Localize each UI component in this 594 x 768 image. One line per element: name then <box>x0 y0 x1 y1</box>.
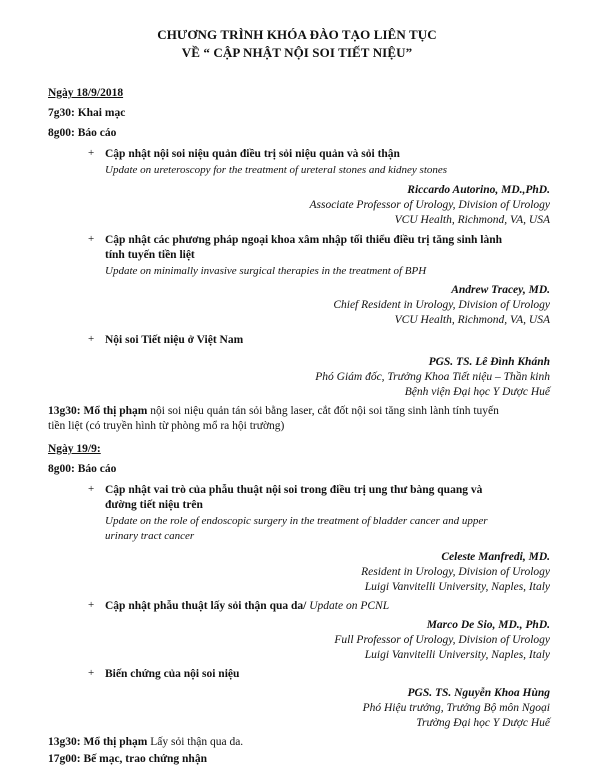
day1-report-time: 8g00: <box>48 127 75 139</box>
talk-title-vi: Cập nhật phẫu thuật lấy sỏi thận qua da/ <box>105 600 307 612</box>
bullet-marker: + <box>88 667 95 679</box>
talk-title-en: Update on PCNL <box>309 600 390 612</box>
speaker-role: Phó Giám đốc, Trưởng Khoa Tiết niệu – Thần kinh <box>315 371 550 383</box>
speaker-affiliation: Trường Đại học Y Dược Huế <box>416 717 550 729</box>
talk-title-vi-line2: tính tuyến tiền liệt <box>105 249 195 261</box>
speaker-affiliation: Luigi Vanvitelli University, Naples, Italy <box>364 581 550 593</box>
day1-demo-text-line2: tiền liệt (có truyền hình từ phòng mổ ra hội trường) <box>48 420 285 432</box>
bullet-marker: + <box>88 599 95 611</box>
speaker-affiliation: VCU Health, Richmond, VA, USA <box>394 214 550 226</box>
bullet-marker: + <box>88 333 95 345</box>
day2-report <box>48 462 116 476</box>
speaker-affiliation: Bệnh viện Đại học Y Dược Huế <box>404 386 550 398</box>
day1-report <box>48 126 116 140</box>
document-title-line2: VỀ “ CẬP NHẬT NỘI SOI TIẾT NIỆU” <box>181 45 413 60</box>
speaker-role: Chief Resident in Urology, Division of Urology <box>333 299 550 311</box>
speaker-role: Full Professor of Urology, Division of Urology <box>334 634 550 646</box>
day1-demo-text-line1: nội soi niệu quản tán sỏi bằng laser, cắt đốt nội soi tăng sinh lành tính tuyến <box>150 405 499 417</box>
bullet-marker: + <box>88 147 95 159</box>
speaker-role: Phó Hiệu trưởng, Trưởng Bộ môn Ngoại <box>362 702 550 714</box>
speaker-name: Andrew Tracey, MD. <box>451 284 550 296</box>
day1-opening-time: 7g30: <box>48 107 75 119</box>
day2-demo-text: Lấy sỏi thận qua da. <box>150 736 244 748</box>
day1-date: Ngày 18/9/2018 <box>48 87 124 99</box>
speaker-role: Resident in Urology, Division of Urology <box>361 566 550 578</box>
speaker-name: Marco De Sio, MD., PhD. <box>426 619 550 631</box>
day1-opening-label: Khai mạc <box>77 107 126 119</box>
bullet-marker: + <box>88 483 95 495</box>
talk-title-en-line1: Update on the role of endoscopic surgery in the treatment of bladder cancer and upper <box>105 515 488 527</box>
speaker-affiliation: Luigi Vanvitelli University, Naples, Italy <box>364 649 550 661</box>
speaker-role: Associate Professor of Urology, Division of Urology <box>309 199 550 211</box>
document-title-line1: CHƯƠNG TRÌNH KHÓA ĐÀO TẠO LIÊN TỤC <box>157 27 437 42</box>
talk-title-en: Update on minimally invasive surgical therapies in the treatment of BPH <box>105 265 427 277</box>
day2-demo-label: Mổ thị phạm <box>83 736 148 748</box>
day1-demo-time: 13g30: <box>48 405 81 417</box>
day2-closing-time: 17g00: <box>48 753 81 765</box>
day2-demo <box>48 735 243 749</box>
talk-title-vi: Biến chứng của nội soi niệu <box>105 668 240 680</box>
talk-title-vi: Nội soi Tiết niệu ở Việt Nam <box>105 334 244 346</box>
day2-closing-label: Bế mạc, trao chứng nhận <box>83 753 207 765</box>
talk-title-en: Update on ureteroscopy for the treatment of ureteral stones and kidney stones <box>105 164 448 176</box>
talk-title <box>105 599 389 613</box>
day1-report-label: Báo cáo <box>77 127 117 139</box>
day2-report-label: Báo cáo <box>77 463 117 475</box>
speaker-name: PGS. TS. Lê Đình Khánh <box>428 356 550 368</box>
talk-title-vi-line2: đường tiết niệu trên <box>105 499 203 511</box>
day2-date: Ngày 19/9: <box>48 443 101 455</box>
speaker-name: Celeste Manfredi, MD. <box>441 551 550 563</box>
day1-demo-label: Mổ thị phạm <box>83 405 148 417</box>
day2-report-time: 8g00: <box>48 463 75 475</box>
day1-opening <box>48 106 125 120</box>
talk-title-vi-line1: Cập nhật vai trò của phẫu thuật nội soi trong điều trị ung thư bàng quang và <box>105 484 483 496</box>
speaker-name: Riccardo Autorino, MD.,PhD. <box>407 184 550 196</box>
bullet-marker: + <box>88 233 95 245</box>
speaker-name: PGS. TS. Nguyễn Khoa Hùng <box>407 687 550 699</box>
day2-closing <box>48 752 207 766</box>
day2-demo-time: 13g30: <box>48 736 81 748</box>
talk-title-vi-line1: Cập nhật các phương pháp ngoại khoa xâm nhập tối thiểu điều trị tăng sinh lành <box>105 234 503 246</box>
speaker-affiliation: VCU Health, Richmond, VA, USA <box>394 314 550 326</box>
day1-demo <box>48 404 499 418</box>
talk-title-vi: Cập nhật nội soi niệu quản điều trị sỏi niệu quản và sỏi thận <box>105 148 400 160</box>
talk-title-en-line2: urinary tract cancer <box>105 530 195 542</box>
